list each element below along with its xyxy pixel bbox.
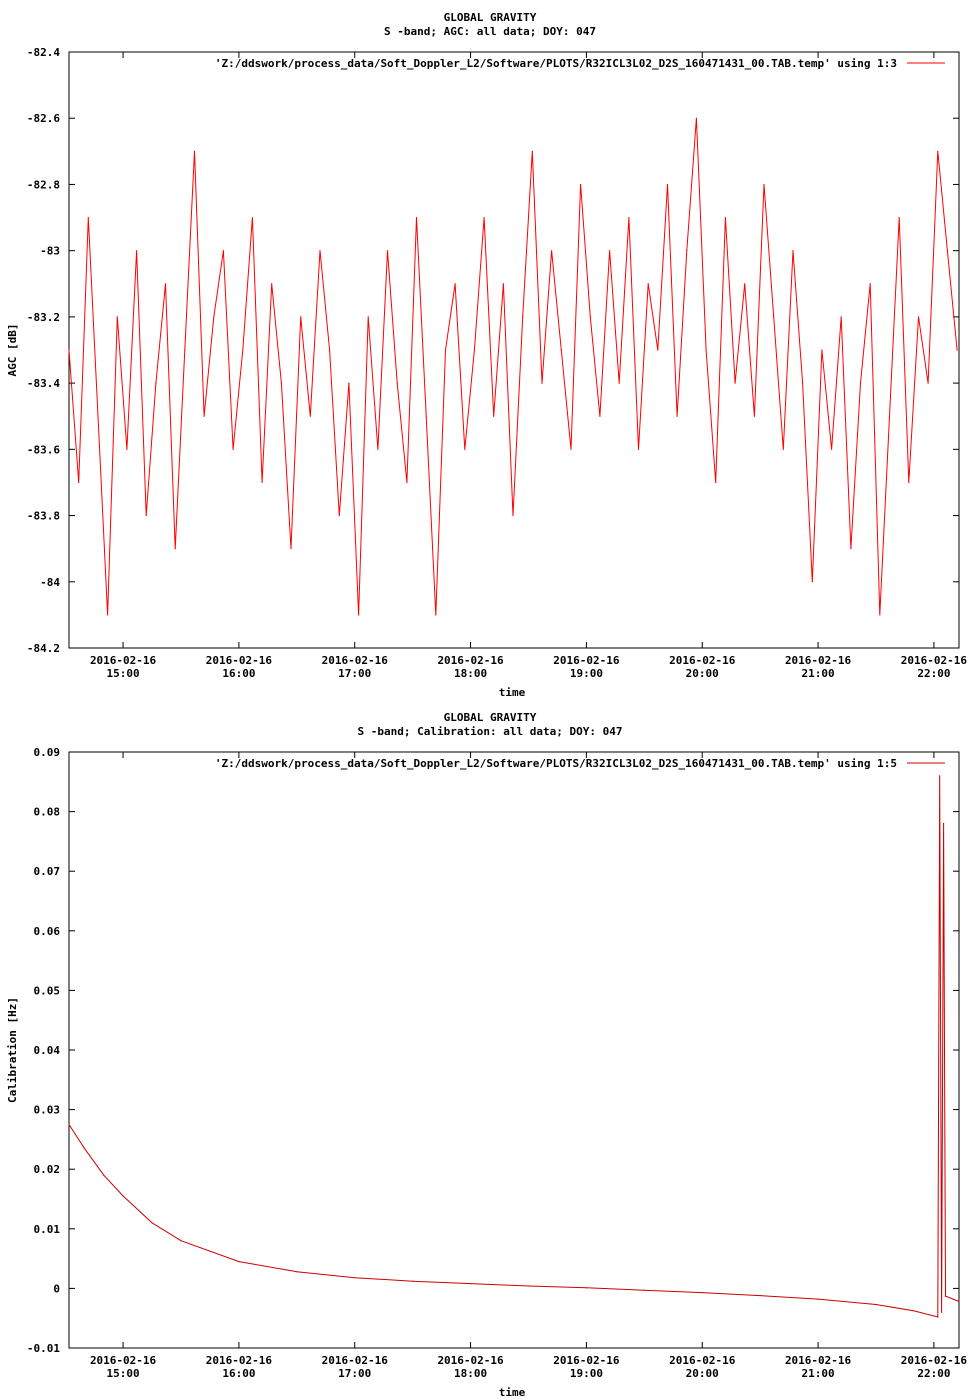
y-tick-label: -83.2: [26, 310, 60, 324]
data-point: [773, 316, 774, 317]
x-tick-date: 2016-02-16: [900, 654, 968, 667]
data-point: [648, 283, 649, 284]
y-tick-label: -84.2: [26, 642, 60, 655]
data-point: [875, 1304, 876, 1305]
y-tick-label: 0.09: [33, 746, 60, 759]
data-point: [686, 250, 687, 251]
data-point: [914, 1310, 915, 1311]
y-tick-label: -83.6: [26, 443, 60, 457]
plot-frame: [69, 752, 959, 1348]
data-point: [368, 316, 369, 317]
y-tick-label: -83.4: [26, 377, 60, 391]
data-point: [68, 1124, 69, 1125]
y-tick-label: -83.8: [26, 509, 60, 523]
data-point: [435, 614, 436, 615]
data-point: [918, 316, 919, 317]
x-tick-time: 15:00: [106, 1367, 140, 1380]
data-point: [947, 250, 948, 251]
data-point: [899, 217, 900, 218]
x-tick-time: 22:00: [917, 667, 951, 680]
data-point: [812, 581, 813, 582]
data-point: [339, 515, 340, 516]
x-tick-time: 22:00: [917, 1367, 951, 1380]
data-point: [126, 449, 127, 450]
data-point: [180, 1240, 181, 1241]
data-point: [860, 383, 861, 384]
data-point: [455, 283, 456, 284]
data-point: [329, 349, 330, 350]
data-point: [551, 250, 552, 251]
data-point: [696, 118, 697, 119]
data-point: [586, 1287, 587, 1288]
y-tick-label: 0.05: [33, 984, 60, 998]
data-point: [165, 283, 166, 284]
data-point: [503, 283, 504, 284]
data-point: [296, 1271, 297, 1272]
data-point: [103, 1175, 104, 1176]
y-tick-label: -82.4: [26, 46, 60, 59]
data-point: [474, 349, 475, 350]
data-point: [956, 349, 957, 350]
legend-label: 'Z:/ddswork/process_data/Soft_Doppler_L2/Software/PLOTS/R32ICL3L02_D2S_160471431_00.TAB.temp' using 1:5: [214, 757, 897, 770]
chart-subtitle: S -band; Calibration: all data; DOY: 047: [357, 725, 623, 738]
data-point: [146, 515, 147, 516]
data-point: [609, 250, 610, 251]
x-axis-label: time: [498, 686, 526, 699]
x-tick-date: 2016-02-16: [553, 1354, 620, 1367]
x-tick-time: 21:00: [801, 667, 835, 680]
y-tick-label: 0: [53, 1282, 60, 1296]
data-point: [213, 316, 214, 317]
data-point: [319, 250, 320, 251]
data-point: [783, 449, 784, 450]
y-tick-label: -84: [40, 575, 60, 589]
data-point: [290, 548, 291, 549]
data-point: [416, 217, 417, 218]
data-point: [821, 349, 822, 350]
data-point: [677, 416, 678, 417]
data-point: [204, 416, 205, 417]
data-point: [348, 383, 349, 384]
data-point: [281, 383, 282, 384]
data-point: [937, 1316, 938, 1317]
data-point: [532, 151, 533, 152]
plot-frame: [69, 52, 959, 648]
data-point: [580, 184, 581, 185]
data-point: [744, 283, 745, 284]
x-tick-date: 2016-02-16: [89, 654, 157, 667]
x-tick-date: 2016-02-16: [553, 654, 620, 667]
data-point: [194, 151, 195, 152]
data-point: [223, 250, 224, 251]
data-point: [619, 383, 620, 384]
data-point: [512, 515, 513, 516]
data-point: [667, 184, 668, 185]
x-tick-date: 2016-02-16: [205, 654, 273, 667]
data-point: [232, 449, 233, 450]
data-point: [943, 823, 944, 824]
y-tick-label: -82.8: [26, 178, 60, 192]
data-point: [628, 217, 629, 218]
x-tick-time: 17:00: [338, 667, 372, 680]
x-tick-date: 2016-02-16: [437, 1354, 504, 1367]
x-tick-time: 17:00: [338, 1367, 372, 1380]
data-point: [754, 416, 755, 417]
data-point: [541, 383, 542, 384]
data-point: [271, 283, 272, 284]
x-tick-time: 19:00: [569, 1367, 603, 1380]
x-tick-date: 2016-02-16: [784, 654, 852, 667]
x-tick-date: 2016-02-16: [89, 1354, 157, 1367]
x-tick-time: 20:00: [685, 1367, 719, 1380]
x-axis-label: time: [498, 1386, 526, 1399]
x-tick-time: 16:00: [222, 667, 256, 680]
data-point: [175, 548, 176, 549]
data-point: [300, 316, 301, 317]
data-point: [493, 416, 494, 417]
data-point: [734, 383, 735, 384]
data-point: [238, 1261, 239, 1262]
data-point: [831, 449, 832, 450]
data-point: [590, 316, 591, 317]
data-point: [657, 349, 658, 350]
y-tick-label: 0.04: [33, 1044, 60, 1057]
x-tick-date: 2016-02-16: [205, 1354, 273, 1367]
data-point: [117, 316, 118, 317]
data-point: [941, 1312, 942, 1313]
x-tick-date: 2016-02-16: [321, 654, 388, 667]
data-point: [705, 349, 706, 350]
data-point: [155, 383, 156, 384]
data-point: [928, 383, 929, 384]
data-point: [242, 349, 243, 350]
data-point: [151, 1222, 152, 1223]
data-point: [122, 1195, 123, 1196]
y-axis-label: AGC [dB]: [6, 323, 19, 377]
data-point: [464, 449, 465, 450]
data-point: [445, 349, 446, 350]
x-tick-date: 2016-02-16: [900, 1354, 968, 1367]
data-point: [561, 349, 562, 350]
chart-title: GLOBAL GRAVITY: [443, 11, 537, 24]
data-point: [397, 383, 398, 384]
y-tick-label: 0.06: [33, 924, 60, 938]
y-tick-label: 0.01: [33, 1222, 60, 1236]
data-point: [817, 1299, 818, 1300]
data-point: [879, 614, 880, 615]
data-point: [945, 1296, 946, 1297]
data-point: [412, 1281, 413, 1282]
y-axis-label: Calibration [Hz]: [6, 997, 19, 1103]
data-point: [939, 775, 940, 776]
data-point: [84, 1148, 85, 1149]
x-tick-time: 19:00: [569, 667, 603, 680]
x-tick-time: 20:00: [685, 667, 719, 680]
data-point: [88, 217, 89, 218]
y-tick-label: -0.01: [26, 1342, 60, 1355]
y-tick-label: 0.08: [33, 805, 60, 819]
x-tick-time: 18:00: [453, 667, 488, 680]
data-point: [522, 316, 523, 317]
data-point: [638, 449, 639, 450]
legend-label: 'Z:/ddswork/process_data/Soft_Doppler_L2/Software/PLOTS/R32ICL3L02_D2S_160471431_00.TAB.temp' using 1:3: [214, 57, 897, 70]
data-point: [763, 184, 764, 185]
data-point: [387, 250, 388, 251]
data-point: [528, 1285, 529, 1286]
x-tick-date: 2016-02-16: [669, 654, 736, 667]
x-tick-time: 15:00: [106, 667, 140, 680]
data-point: [358, 614, 359, 615]
data-point: [850, 548, 851, 549]
data-point: [570, 449, 571, 450]
x-tick-time: 21:00: [801, 1367, 835, 1380]
data-point: [377, 449, 378, 450]
data-point: [725, 217, 726, 218]
data-point: [802, 383, 803, 384]
data-point: [107, 614, 108, 615]
data-point: [760, 1295, 761, 1296]
data-point: [841, 316, 842, 317]
data-point: [702, 1292, 703, 1293]
data-point: [483, 217, 484, 218]
data-point: [184, 349, 185, 350]
series-line: [69, 118, 957, 615]
x-tick-date: 2016-02-16: [321, 1354, 388, 1367]
chart-subtitle: S -band; AGC: all data; DOY: 047: [384, 25, 596, 38]
data-point: [937, 151, 938, 152]
data-point: [310, 416, 311, 417]
y-tick-label: 0.03: [33, 1103, 60, 1117]
y-tick-label: -83: [40, 244, 60, 258]
data-point: [958, 1301, 959, 1302]
data-point: [261, 482, 262, 483]
series-line: [69, 776, 959, 1317]
x-tick-time: 18:00: [453, 1367, 488, 1380]
data-point: [426, 416, 427, 417]
y-tick-label: 0.02: [33, 1163, 60, 1177]
data-point: [792, 250, 793, 251]
data-point: [406, 482, 407, 483]
x-tick-time: 16:00: [222, 1367, 256, 1380]
x-tick-date: 2016-02-16: [784, 1354, 852, 1367]
data-point: [599, 416, 600, 417]
chart-title: GLOBAL GRAVITY: [443, 711, 537, 724]
x-tick-date: 2016-02-16: [669, 1354, 736, 1367]
data-point: [870, 283, 871, 284]
data-point: [644, 1290, 645, 1291]
data-point: [908, 482, 909, 483]
data-point: [715, 482, 716, 483]
y-tick-label: 0.07: [33, 865, 60, 879]
data-point: [252, 217, 253, 218]
data-point: [889, 416, 890, 417]
data-point: [68, 349, 69, 350]
data-point: [97, 416, 98, 417]
data-point: [78, 482, 79, 483]
data-point: [354, 1277, 355, 1278]
data-point: [136, 250, 137, 251]
x-tick-date: 2016-02-16: [437, 654, 504, 667]
y-tick-label: -82.6: [26, 112, 60, 126]
data-point: [470, 1283, 471, 1284]
